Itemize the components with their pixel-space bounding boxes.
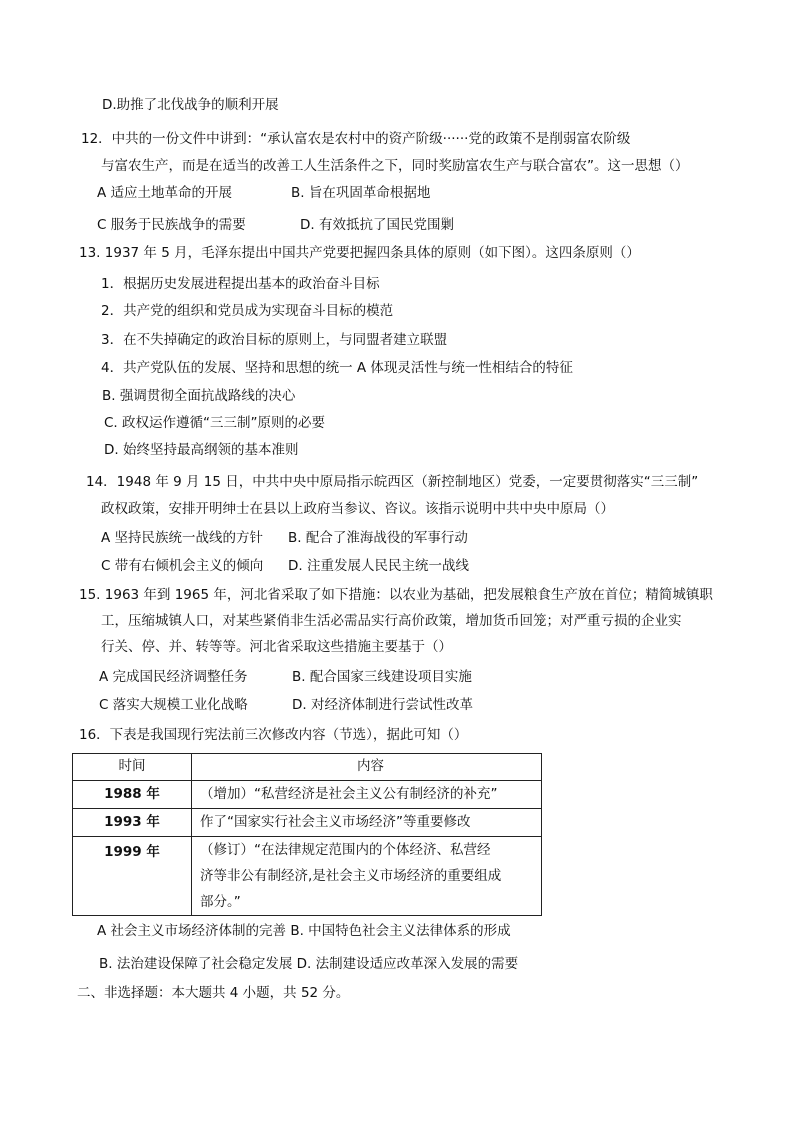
- q13-option-b: B. 强调贯彻全面抗战路线的决心: [102, 388, 296, 404]
- q12-option-b: B. 旨在巩固革命根据地: [291, 185, 431, 201]
- header-content: 内容: [192, 754, 542, 781]
- q13-item-4: 4．共产党队伍的发展、坚持和思想的统一 A 体现灵活性与统一性相结合的特征: [101, 360, 573, 376]
- q15-option-a: A 完成国民经济调整任务: [99, 669, 248, 685]
- q13-item-1: 1．根据历史发展进程提出基本的政治奋斗目标: [101, 276, 380, 292]
- q14-stem-line2: 政权政策，安排开明绅士在县以上政府当参议、咨议。该指示说明中共中央中原局（）: [101, 501, 614, 517]
- row-content: [192, 837, 542, 916]
- row-content: 作了“国家实行社会主义市场经济”等重要修改: [192, 809, 542, 837]
- q12-option-c: C 服务于民族战争的需要: [97, 217, 246, 233]
- table-row: [73, 781, 542, 809]
- q12-stem-line2: 与富农生产，而是在适当的改善工人生活条件之下，同时奖励富农生产与联合富农”。这一思想（）: [101, 158, 689, 174]
- row-content-line: 部分。”: [200, 894, 241, 910]
- q16-stem: 16．下表是我国现行宪法前三次修改内容（节选），据此可知（）: [79, 727, 468, 743]
- q15-stem-line3: 行关、停、并、转等等。河北省采取这些措施主要基于（）: [101, 639, 452, 655]
- row-content-line: （修订）“在法律规定范围内的个体经济、私营经: [200, 842, 491, 858]
- row-content: （增加）“私营经济是社会主义公有制经济的补充”: [192, 781, 542, 809]
- q15-stem-line2: 工，压缩城镇人口，对某些紧俏非生活必需品实行高价政策，增加货币回笼；对严重亏损的企业实: [101, 613, 682, 629]
- q13-stem: 13. 1937 年 5 月，毛泽东提出中国共产党要把握四条具体的原则（如下图）。这四条原则（）: [79, 245, 640, 261]
- row-content-line: 济等非公有制经济,是社会主义市场经济的重要组成: [200, 868, 502, 884]
- q11-option-d: D.助推了北伐战争的顺利开展: [102, 97, 279, 113]
- q14-option-d: D. 注重发展人民民主统一战线: [288, 558, 469, 574]
- row-year: 1988 年: [73, 781, 192, 809]
- q12-stem-line1: 12．中共的一份文件中讲到：“承认富农是农村中的资产阶级······党的政策不是削弱富农阶级: [81, 131, 631, 147]
- q13-option-d: D. 始终坚持最高纲领的基本准则: [104, 442, 299, 458]
- q15-option-c: C 落实大规模工业化战略: [99, 697, 248, 713]
- section-2-heading: 二、非选择题：本大题共 4 小题，共 52 分。: [77, 985, 350, 1001]
- table-header-row: [73, 754, 542, 781]
- q15-stem-line1: 15. 1963 年到 1965 年，河北省采取了如下措施：以农业为基础，把发展粮食生产放在首位；精简城镇职: [79, 587, 713, 603]
- table-row: [73, 837, 542, 916]
- q16-options-cd: B. 法治建设保障了社会稳定发展 D. 法制建设适应改革深入发展的需要: [99, 956, 519, 972]
- q13-item-3: 3．在不失掉确定的政治目标的原则上，与同盟者建立联盟: [101, 332, 448, 348]
- q14-option-c: C 带有右倾机会主义的倾向: [101, 558, 264, 574]
- q12-option-a: A 适应土地革命的开展: [97, 185, 233, 201]
- q14-option-b: B. 配合了淮海战役的军事行动: [288, 530, 468, 546]
- q15-option-d: D. 对经济体制进行尝试性改革: [292, 697, 473, 713]
- header-time: 时间: [73, 754, 192, 781]
- q13-option-c: C. 政权运作遵循“三三制”原则的必要: [104, 415, 325, 431]
- row-year: 1999 年: [73, 837, 192, 916]
- q14-stem-line1: 14．1948 年 9 月 15 日，中共中央中原局指示皖西区（新控制地区）党委，一定要贯彻落实“三三制”: [86, 474, 699, 490]
- q12-option-d: D. 有效抵抗了国民党围剿: [300, 217, 454, 233]
- row-year: 1993 年: [73, 809, 192, 837]
- constitution-amendment-table: [72, 753, 542, 916]
- q14-option-a: A 坚持民族统一战线的方针: [101, 530, 264, 546]
- q16-options-ab: A 社会主义市场经济体制的完善 B. 中国特色社会主义法律体系的形成: [97, 923, 511, 939]
- q13-item-2: 2．共产党的组织和党员成为实现奋斗目标的模范: [101, 303, 394, 319]
- table-row: [73, 809, 542, 837]
- q15-option-b: B. 配合国家三线建设项目实施: [292, 669, 472, 685]
